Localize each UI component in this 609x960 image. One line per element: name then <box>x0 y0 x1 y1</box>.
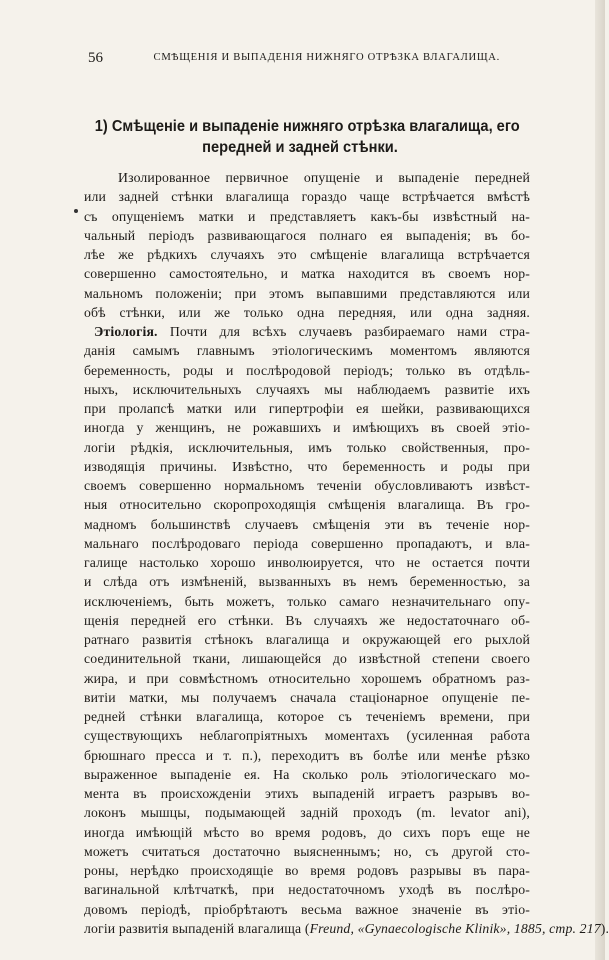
text-line: данія самымъ главнымъ этіологическимъ моментомъ являются <box>84 343 530 359</box>
text-line: иногда у женщинъ, не рожавшихъ и имѣющихъ въ своей этіо- <box>84 420 530 436</box>
text-line: витіи матки, мы получаемъ сначала стаціонарное опущеніе пе- <box>84 689 530 705</box>
text-line: существующихъ неблагопріятныхъ моментахъ (усиленная работа <box>84 728 530 744</box>
text-line: чальный періодъ развивающагося полнаго ея выпаденія; въ бо- <box>84 227 530 243</box>
text-line: вагинальной клѣтчаткѣ, при недостаточномъ уходѣ въ послѣро- <box>84 882 530 898</box>
text-line: соединительной ткани, лишающейся до извѣстной степени своего <box>84 651 530 667</box>
text-line: и слѣда отъ измѣненій, вызванныхъ въ немъ беременностью, за <box>84 574 530 590</box>
text-line: или задней стѣнки влагалища гораздо чаще встрѣчается вмѣстѣ <box>84 189 530 205</box>
text-line: выраженное выпаденіе ея. На сколько роль этіологическаго мо- <box>84 766 530 782</box>
text-line: исключеніемъ, быть можетъ, только самаго незначительнаго опу- <box>84 593 530 609</box>
final-line-prefix: логіи развитія выпаденій влагалища ( <box>84 920 310 936</box>
margin-mark <box>74 209 78 213</box>
running-head: СМѢЩЕНІЯ И ВЫПАДЕНІЯ НИЖНЯГО ОТРѢЗКА ВЛАГАЛИЩА. <box>153 52 500 63</box>
page-header <box>88 50 500 70</box>
text-line: Изолированное первичное опущеніе и выпаденіе передней <box>118 170 530 185</box>
body-text <box>84 168 609 938</box>
text-line: галище настолько хорошо инволюируется, что не остается почти <box>84 555 530 570</box>
text-line: редней стѣнки влагалища, которое съ теченіемъ времени, при <box>84 709 530 724</box>
page-edge <box>595 0 605 960</box>
text-line: довомъ періодѣ, пріобрѣтаютъ весьма важное значеніе въ этіо- <box>84 901 530 917</box>
text-line: лѣе же рѣдкихъ случаяхъ это смѣщеніе влагалища встрѣчается <box>84 247 530 262</box>
text-line: мадномъ большинствѣ случаевъ смѣщенія эти въ теченіе нор- <box>84 516 530 532</box>
section-title <box>94 116 520 158</box>
text-line: брюшнаго пресса и т. п.), переходитъ въ болѣе или менѣе рѣзко <box>84 747 530 763</box>
text-line: обѣ стѣнки, или же только одна передняя, или одна задняя. <box>84 304 530 320</box>
text-line: мальномъ положеніи; при этомъ выпавшими представляются или <box>84 285 530 301</box>
text-line: роны, нерѣдко происходящіе во время родовъ разрывы въ пара- <box>84 863 530 878</box>
page-number: 56 <box>88 50 103 66</box>
section-title-line-1: 1) Смѣщеніе и выпаденіе нижняго отрѣзка влагалища, его <box>94 118 520 135</box>
text-line: ратнаго развитія стѣнокъ влагалища и окружающей его рыхлой <box>84 632 530 647</box>
text-line: беременность, роды и послѣродовой періодъ; только въ отдѣль- <box>84 362 530 378</box>
text-line: щенія передней его стѣнки. Въ случаяхъ же недостаточнаго об- <box>84 612 530 628</box>
citation: Freund, «Gynaecologische Klinik», 1885, стр. 217 <box>309 920 601 936</box>
text-line: мальнаго послѣродоваго періода совершенно пропадаютъ, и вла- <box>84 535 530 551</box>
text-line: локонъ мышцы, подымающей задній проходъ (m. levator ani), <box>84 805 530 821</box>
section-title-line-2: передней и задней стѣнки. <box>202 139 398 156</box>
text-line: логіи рѣдкія, исключительныя, имъ только свойственныя, про- <box>84 439 530 455</box>
text-line: совершенно самостоятельно, и матка находится въ своемъ нор- <box>84 266 530 282</box>
etiology-heading: Этіологія. <box>94 324 158 339</box>
text-line: изводящія причины. Извѣстно, что беременность и роды при <box>84 458 530 474</box>
text-line: съ опущеніемъ матки и представляетъ какъ-бы извѣстный на- <box>84 208 530 224</box>
text-line-final <box>84 919 609 938</box>
etiology-first-line: Почти для всѣхъ случаевъ разбираемаго нами стра- <box>169 324 530 339</box>
text-line: жира, и при совмѣстномъ относительно хорошемъ обратномъ раз- <box>84 670 530 686</box>
text-line: при пролапсѣ матки или гипертрофіи ея шейки, развивающихся <box>84 401 530 416</box>
text-line: своемъ совершенно нормальномъ теченіи обусловливаютъ извѣст- <box>84 478 530 493</box>
text-line <box>84 322 530 341</box>
text-line: мента въ происхожденіи этихъ выпаденій играетъ разрывъ во- <box>84 786 530 801</box>
text-line: иногда имѣющій мѣсто во время родовъ, до сихъ поръ еще не <box>84 824 530 840</box>
text-line: ныя относительно скоропроходящія смѣщенія влагалища. Въ гро- <box>84 497 530 513</box>
text-line: можетъ считаться достаточно выясненнымъ; но, съ другой сто- <box>84 843 530 859</box>
final-line-suffix: ). <box>600 920 609 936</box>
text-line: ныхъ, исключительныхъ случаяхъ мы наблюдаемъ развитіе ихъ <box>84 381 530 397</box>
